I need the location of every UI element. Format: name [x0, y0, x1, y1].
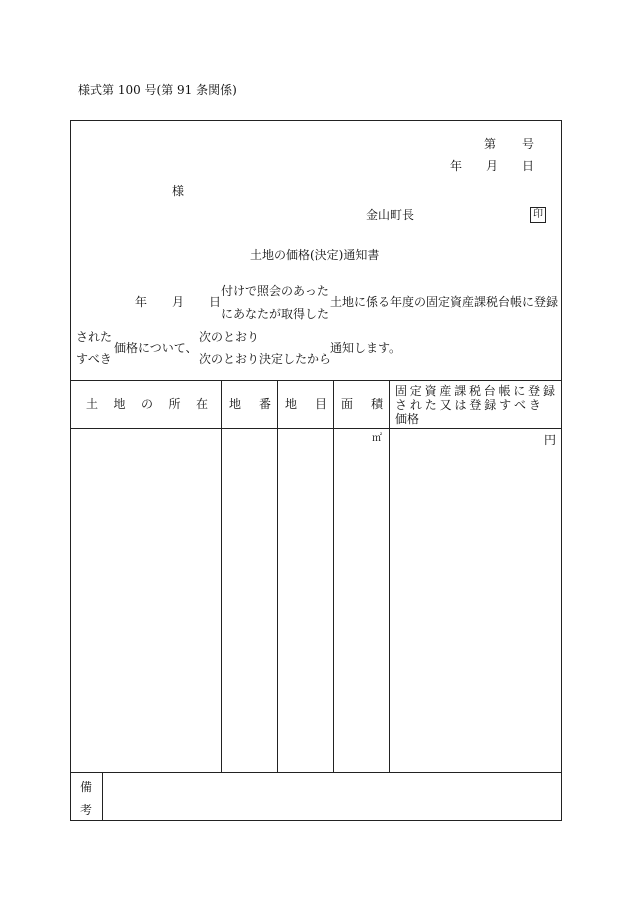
option-acquired: にあなたが取得した: [221, 307, 330, 321]
body-day: 日: [209, 295, 222, 309]
header-price-line2: さ れ た 又 は 登 録 す べ き: [395, 398, 541, 412]
body-year: 年: [135, 295, 148, 309]
number-dai: 第: [484, 137, 497, 151]
body-continuation: 土地に係る年度の固定資産課税台帳に登録: [330, 295, 559, 309]
date-day: 日: [522, 159, 535, 173]
area-unit: ㎡: [372, 433, 382, 444]
body-ending: 通知します。: [330, 341, 402, 355]
option-decided: 次のとおり決定したから: [199, 352, 332, 366]
form-label: 様式第 100 号(第 91 条関係): [78, 83, 237, 97]
remarks-label-2: 考: [80, 803, 93, 817]
option-inquiry: 付けで照会のあった: [221, 284, 329, 298]
header-area: 面 積: [341, 397, 383, 411]
body-price-about: 価格について、: [114, 341, 198, 355]
date-month: 月: [486, 159, 499, 173]
header-lot-number: 地 番: [229, 397, 271, 411]
document-title: 土地の価格(決定)通知書: [250, 248, 380, 262]
price-unit: 円: [544, 433, 557, 447]
option-registered: された: [76, 330, 113, 344]
seal-mark: 印: [530, 207, 546, 223]
header-price-line3: 価格: [395, 412, 420, 426]
option-as-follows: 次のとおり: [199, 330, 260, 344]
number-go: 号: [522, 137, 535, 151]
issuer-name: 金山町長: [366, 208, 415, 222]
option-should-register: すべき: [76, 352, 112, 366]
body-month: 月: [172, 295, 185, 309]
remarks-label-1: 備: [80, 780, 93, 794]
header-price-line1: 固 定 資 産 課 税 台 帳 に 登 録: [395, 384, 555, 398]
date-year: 年: [450, 159, 463, 173]
header-location: 土 地 の 所 在: [86, 397, 208, 411]
addressee-sama: 様: [172, 184, 185, 198]
header-land-category: 地 目: [285, 397, 327, 411]
